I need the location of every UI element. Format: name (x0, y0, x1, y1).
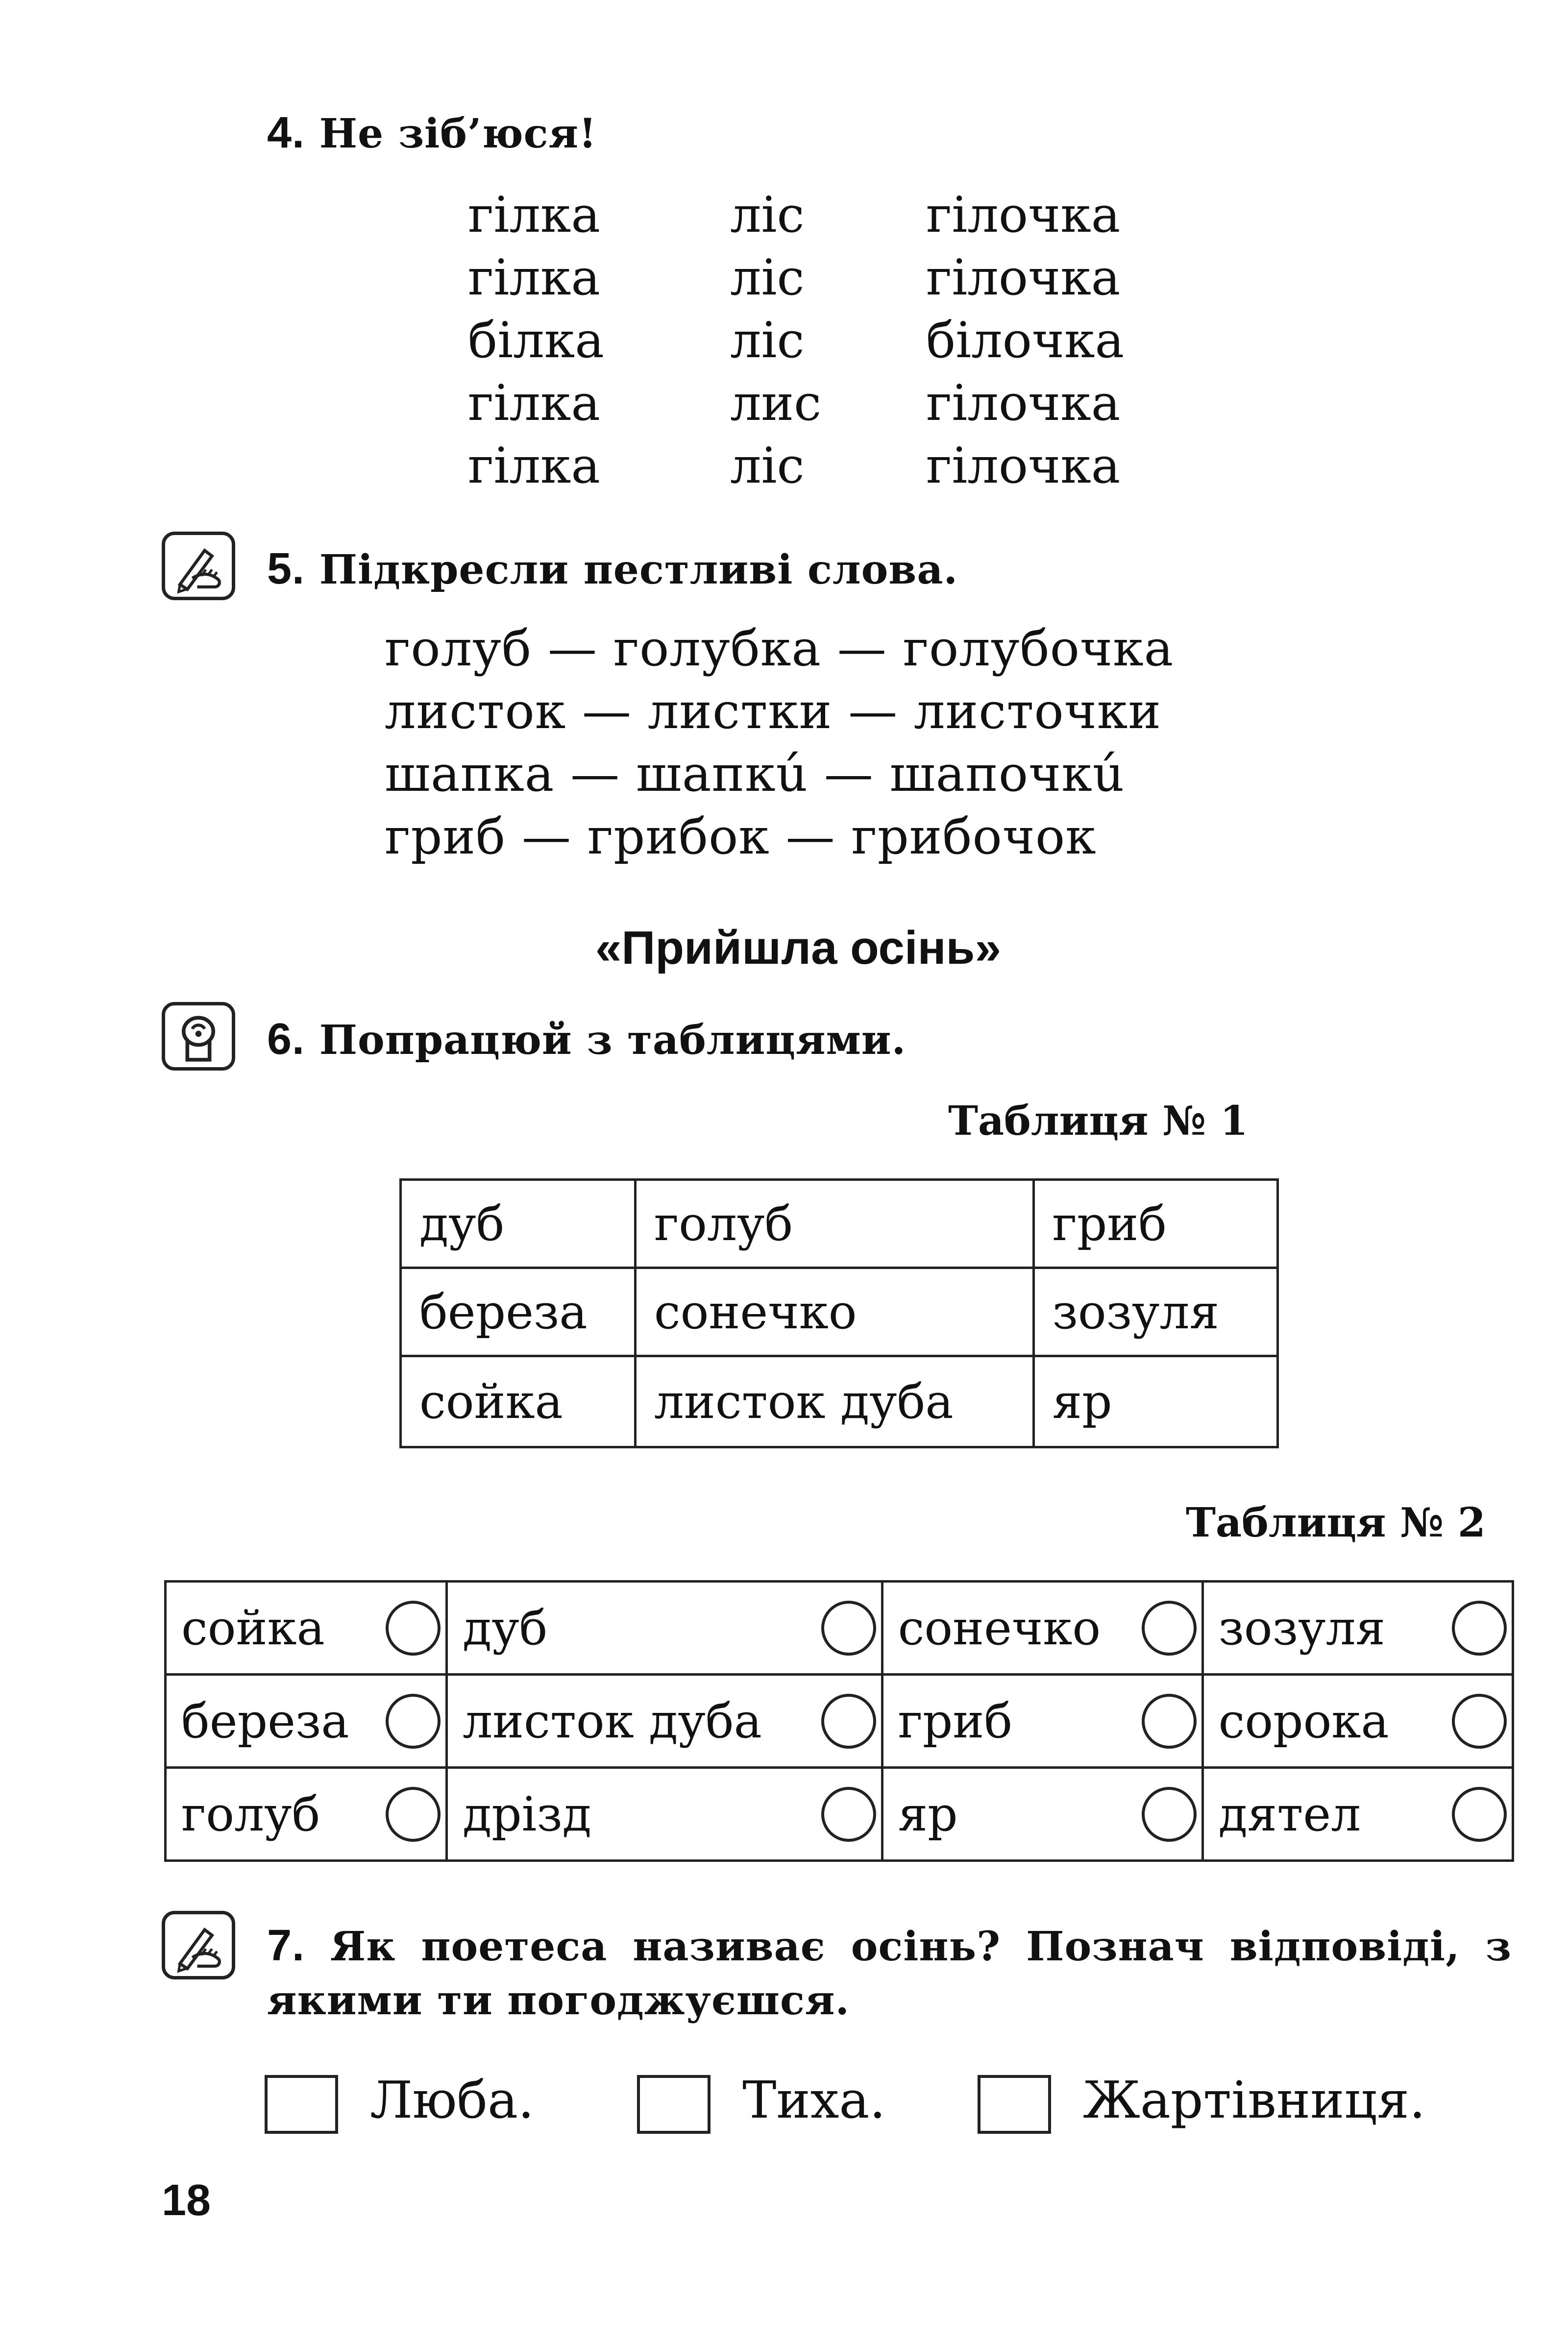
task5-title: Підкресли пестливі слова. (319, 546, 958, 593)
table1-cell: дуб (401, 1180, 636, 1268)
task6-heading (267, 1014, 906, 1065)
table2-word: голуб (181, 1786, 320, 1842)
task4-number: 4. (267, 108, 305, 157)
task5-heading (267, 544, 958, 594)
pencil-hand-icon (162, 532, 235, 600)
table2-label: Таблиця № 2 (1186, 1499, 1486, 1546)
task5-number: 5. (267, 544, 305, 593)
answer-option (265, 2070, 534, 2134)
word-r0-c1: ліс (730, 186, 805, 244)
task7-title-line1: Як поетеса називає осінь? Познач відповіді, з (330, 1923, 1512, 1970)
table2-word: дрізд (463, 1786, 591, 1842)
table2-cell (1202, 1582, 1513, 1675)
word-r2-c1: ліс (730, 312, 805, 369)
task6-number: 6. (267, 1015, 305, 1064)
table2-word: дятел (1218, 1786, 1361, 1842)
table1-label: Таблиця № 1 (948, 1098, 1248, 1145)
word-chain-line: гриб — грибок — грибочок (385, 808, 1097, 865)
word-r3-c2: гілочка (926, 374, 1121, 432)
answer-option-label: Жартівниця. (1083, 2070, 1426, 2130)
table2-cell (882, 1675, 1202, 1768)
word-r0-c2: гілочка (926, 186, 1121, 244)
table2-cell (166, 1675, 447, 1768)
task7-title-line2: якими ти погоджуєшся. (267, 1977, 850, 2024)
table1-cell: гриб (1033, 1180, 1277, 1268)
word-chain-line: голуб — голубка — голубочка (385, 620, 1174, 677)
answer-circle[interactable] (386, 1694, 441, 1749)
pencil-hand-icon (162, 1911, 235, 1979)
answer-circle[interactable] (821, 1694, 876, 1749)
table2-cell (882, 1768, 1202, 1861)
answer-circle[interactable] (1142, 1601, 1197, 1656)
task6-title: Попрацюй з таблицями. (319, 1017, 906, 1064)
word-r2-c2: білочка (926, 312, 1125, 369)
table2-word: гриб (898, 1693, 1013, 1749)
task4-title: Не зіб’юся! (319, 110, 597, 157)
word-r3-c1: лис (730, 374, 822, 432)
word-r2-c0: білка (468, 312, 604, 369)
table2-cell (166, 1768, 447, 1861)
answer-option-label: Тиха. (742, 2070, 886, 2130)
word-r1-c2: гілочка (926, 249, 1121, 306)
table2-word: яр (898, 1786, 958, 1842)
answer-circle[interactable] (1452, 1787, 1507, 1842)
answer-circle[interactable] (1452, 1601, 1507, 1656)
answer-checkbox[interactable] (637, 2075, 710, 2134)
task7-number: 7. (267, 1921, 305, 1970)
section-title: «Прийшла осінь» (595, 922, 1001, 974)
answer-circle[interactable] (386, 1787, 441, 1842)
answer-checkbox[interactable] (978, 2075, 1051, 2134)
table2-cell (447, 1675, 882, 1768)
word-chain-line: листок — листки — листочки (385, 683, 1161, 740)
task7-heading (267, 1921, 1512, 1971)
table2-cell (447, 1582, 882, 1675)
word-r0-c0: гілка (468, 186, 601, 244)
head-thinking-icon (162, 1002, 235, 1071)
answer-option-label: Люба. (370, 2070, 535, 2130)
table1-cell: яр (1033, 1356, 1277, 1447)
table2-cell (1202, 1675, 1513, 1768)
table1-cell: листок дуба (635, 1356, 1033, 1447)
table2-word: сорока (1218, 1693, 1389, 1749)
answer-circle[interactable] (386, 1601, 441, 1656)
table2-cell (882, 1582, 1202, 1675)
table2-word: зозуля (1218, 1600, 1386, 1656)
table2 (164, 1580, 1514, 1862)
answer-circle[interactable] (1142, 1694, 1197, 1749)
table1-cell: голуб (635, 1180, 1033, 1268)
page-number: 18 (162, 2176, 211, 2225)
table1-cell: зозуля (1033, 1268, 1277, 1356)
table2-word: сойка (181, 1600, 325, 1656)
table2-cell (1202, 1768, 1513, 1861)
word-chain-line: шапка — шапкú — шапочкú (385, 745, 1125, 803)
table2-word: листок дуба (463, 1693, 762, 1749)
task4-heading (267, 108, 597, 158)
table1-cell: сонечко (635, 1268, 1033, 1356)
word-r4-c2: гілочка (926, 437, 1121, 494)
answer-circle[interactable] (821, 1601, 876, 1656)
table2-cell (166, 1582, 447, 1675)
answer-circle[interactable] (1452, 1694, 1507, 1749)
table2-cell (447, 1768, 882, 1861)
word-r1-c1: ліс (730, 249, 805, 306)
word-r3-c0: гілка (468, 374, 601, 432)
word-r4-c1: ліс (730, 437, 805, 494)
word-r4-c0: гілка (468, 437, 601, 494)
table1 (399, 1178, 1279, 1448)
answer-checkbox[interactable] (265, 2075, 338, 2134)
word-r1-c0: гілка (468, 249, 601, 306)
answer-option (978, 2070, 1425, 2134)
table2-word: сонечко (898, 1600, 1101, 1656)
answer-circle[interactable] (821, 1787, 876, 1842)
table2-word: береза (181, 1693, 349, 1749)
table2-word: дуб (463, 1600, 548, 1656)
answer-option (637, 2070, 885, 2134)
table1-cell: сойка (401, 1356, 636, 1447)
table1-cell: береза (401, 1268, 636, 1356)
answer-circle[interactable] (1142, 1787, 1197, 1842)
